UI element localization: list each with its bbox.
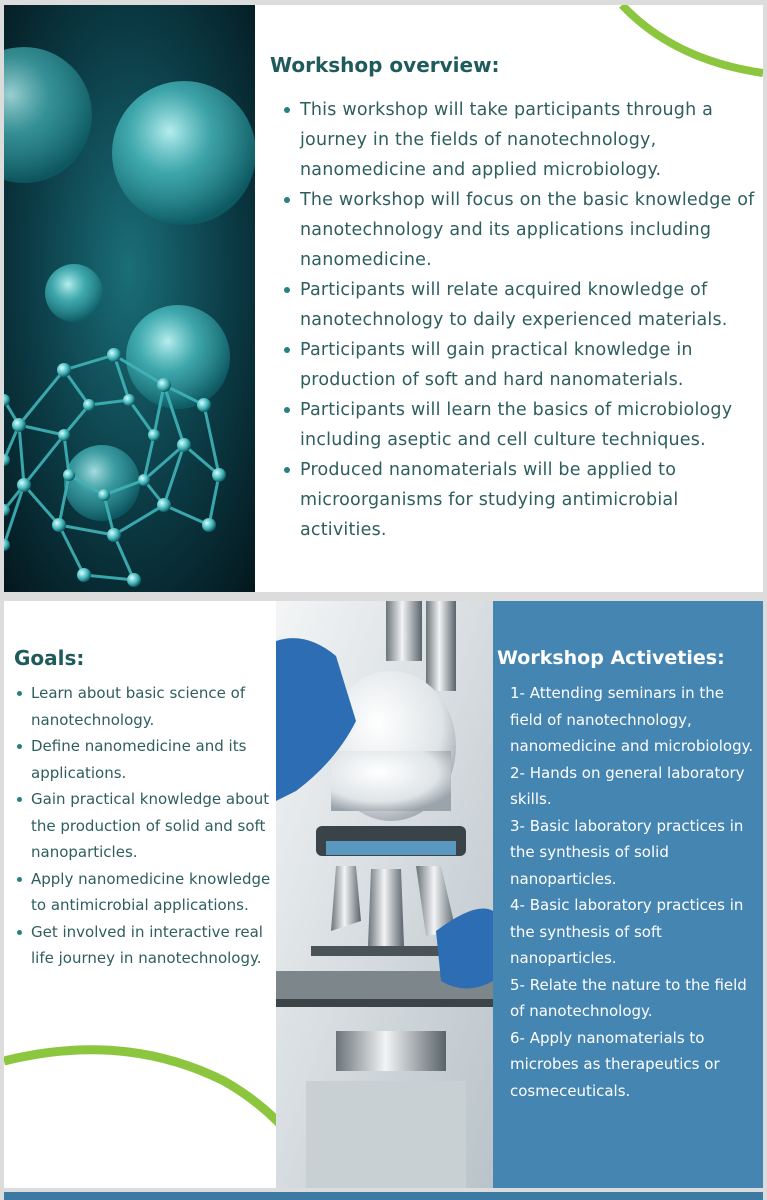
slide-workshop-overview bbox=[4, 5, 763, 592]
list-item: Participants will relate acquired knowledge of nanotechnology to daily experienced materials. bbox=[270, 275, 760, 335]
slide-goals-activities bbox=[4, 601, 763, 1188]
goals-section bbox=[14, 646, 276, 972]
list-item: Define nanomedicine and its applications. bbox=[14, 733, 276, 786]
overview-list bbox=[270, 95, 760, 545]
goals-heading: Goals: bbox=[14, 646, 85, 670]
list-item: 3- Basic laboratory practices in the synthesis of solid nanoparticles. bbox=[510, 816, 744, 888]
list-item: Participants will gain practical knowledge in production of soft and hard nanomaterials. bbox=[270, 335, 760, 395]
list-item: 4- Basic laboratory practices in the synthesis of soft nanoparticles. bbox=[510, 896, 744, 967]
list-item: Produced nanomaterials will be applied to microorganisms for studying antimicrobial activities. bbox=[270, 455, 760, 545]
list-item: 6- Apply nanomaterials to microbes as therapeutics or cosmeceuticals. bbox=[510, 1028, 720, 1100]
overview-section bbox=[270, 53, 760, 545]
list-item: Learn about basic science of nanotechnology. bbox=[14, 680, 276, 733]
list-item: Get involved in interactive real life journey in nanotechnology. bbox=[14, 919, 276, 972]
next-slide-edge bbox=[4, 1192, 763, 1200]
list-item: Gain practical knowledge about the production of solid and soft nanoparticles. bbox=[14, 786, 276, 866]
microscope-image bbox=[276, 601, 493, 1188]
activities-heading: Workshop Activeties: bbox=[497, 647, 725, 669]
list-item: Apply nanomedicine knowledge to antimicrobial applications. bbox=[14, 866, 276, 919]
list-item: This workshop will take participants through a journey in the fields of nanotechnology, nanomedicine and applied microbiology. bbox=[270, 95, 760, 185]
goals-list bbox=[14, 680, 276, 972]
list-item: 5- Relate the nature to the field of nanotechnology. bbox=[510, 975, 747, 1020]
list-item: 2- Hands on general laboratory skills. bbox=[510, 763, 745, 808]
list-item: The workshop will focus on the basic knowledge of nanotechnology and its applications including nanomedicine. bbox=[270, 185, 760, 275]
list-item: Participants will learn the basics of microbiology including aseptic and cell culture techniques. bbox=[270, 395, 760, 455]
overview-heading: Workshop overview: bbox=[270, 53, 500, 77]
list-item: 1- Attending seminars in the field of nanotechnology, nanomedicine and microbiology. bbox=[510, 684, 754, 755]
activities-list bbox=[510, 680, 760, 1104]
activities-panel bbox=[493, 601, 763, 1188]
nanoparticle-molecule-image bbox=[4, 5, 255, 592]
